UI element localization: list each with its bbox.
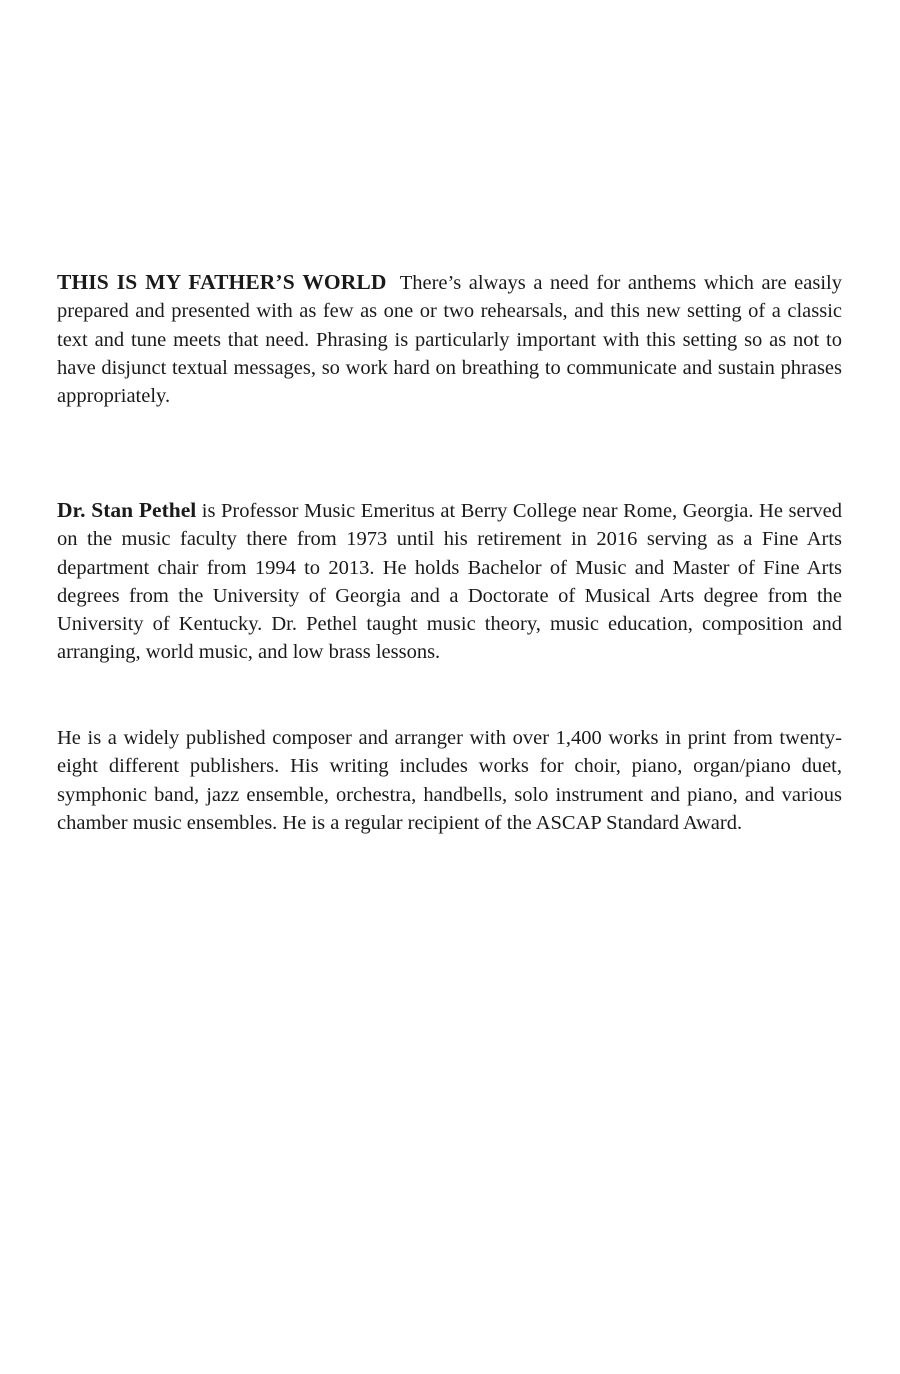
composer-bio-text: is Professor Music Emeritus at Berry College near Rome, Georgia. He served on the music faculty there from 1973 until his retirement in 2016 serving as a Fine Arts department chair from 1994 to 2013. He holds Bachelor of Music and Master of Fine Arts degrees from the University of Georgia and a Doctorate of Musical Arts degree from the University of Kentucky. Dr. Pethel taught music theory, music education, composition and arranging, world music, and low brass lessons. [57,500,843,664]
composer-works: He is a widely published composer and arranger with over 1,400 works in print from twenty-eight different publishers. His writing includes works for choir, piano, organ/piano duet, symphonic band, jazz ensemble, orchestra, handbells, solo instrument and piano, and various chamber music ensembles. He is a regular recipient of the ASCAP Standard Award. [57,727,842,834]
anthem-title: THIS IS MY FATHER’S WORLD [57,270,387,294]
anthem-description-text: There’s always a need for anthems which are easily prepared and presented with as few as one or two rehearsals, and this new setting of a classic text and tune meets that need. Phrasing is particularly important with this setting so as not to have disjunct textual messages, so work hard on breathing to communicate and sustain phrases appropriately. [57,272,842,408]
anthem-description [57,268,842,410]
composer-bio [57,496,842,667]
composer-name: Dr. Stan Pethel [57,498,197,522]
